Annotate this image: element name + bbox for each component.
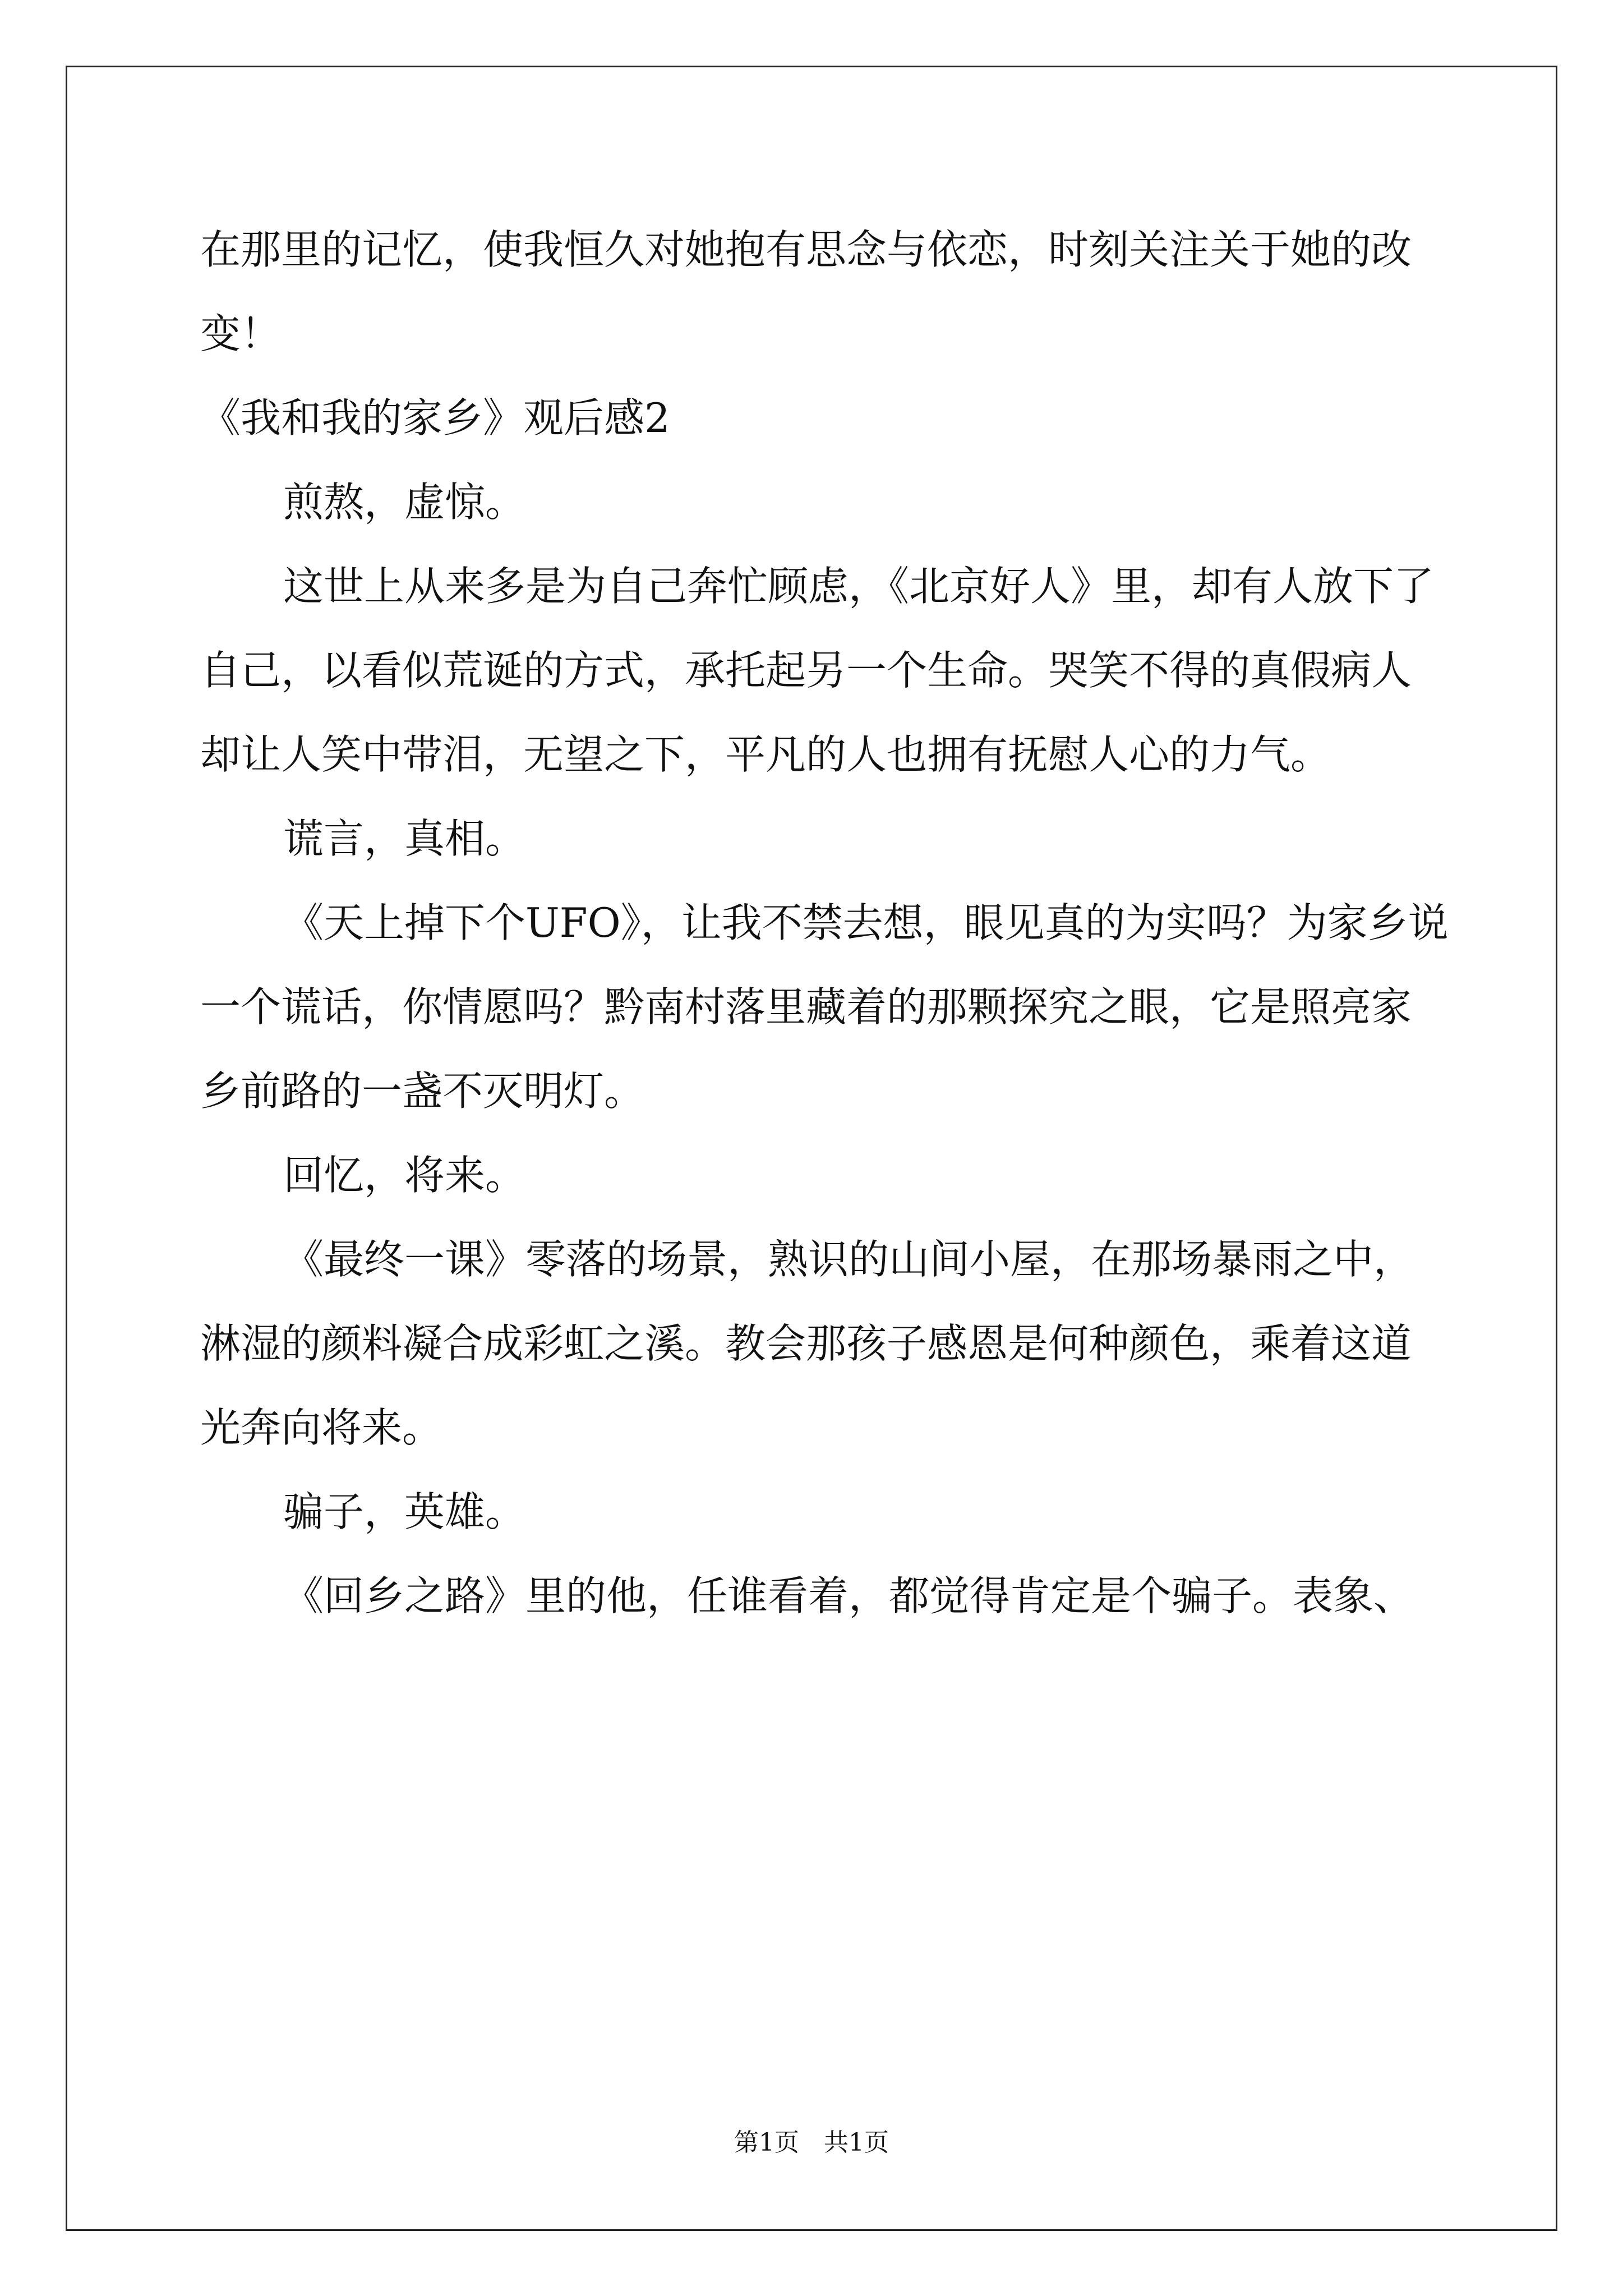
text-line: 自己，以看似荒诞的方式，承托起另一个生命。哭笑不得的真假病人: [200, 647, 1412, 694]
text-line: 却让人笑中带泪，无望之下，平凡的人也拥有抚慰人心的力气。: [200, 731, 1331, 778]
paragraph-heading: 煎熬，虚惊。: [283, 478, 526, 526]
text-line: 变！: [200, 310, 282, 357]
paragraph-heading: 骗子，英雄。: [283, 1488, 526, 1535]
text-line: 在那里的记忆，使我恒久对她抱有思念与依恋，时刻关注关于她的改: [200, 226, 1412, 273]
text-line: 一个谎话，你情愿吗？黔南村落里藏着的那颗探究之眼，它是照亮家: [200, 983, 1412, 1030]
text-line: 《天上掉下个UFO》，让我不禁去想，眼见真的为实吗？为家乡说: [283, 899, 1449, 946]
section-title: 《我和我的家乡》观后感2: [200, 394, 670, 441]
text-line: 光奔向将来。: [200, 1404, 443, 1451]
paragraph-heading: 谎言，真相。: [283, 815, 526, 862]
document-body: [200, 208, 1449, 1638]
text-line: 乡前路的一盏不灭明灯。: [200, 1068, 645, 1115]
text-line: 《回乡之路》里的他，任谁看着，都觉得肯定是个骗子。表象、: [283, 1572, 1414, 1619]
text-line: 《最终一课》零落的场景，熟识的山间小屋，在那场暴雨之中，: [283, 1236, 1414, 1283]
paragraph-heading: 回忆，将来。: [283, 1152, 526, 1199]
page-number-footer: 第1页 共1页: [734, 2128, 889, 2157]
text-line: 淋湿的颜料凝合成彩虹之溪。教会那孩子感恩是何种颜色，乘着这道: [200, 1320, 1412, 1367]
text-line: 这世上从来多是为自己奔忙顾虑，《北京好人》里，却有人放下了: [283, 563, 1435, 610]
